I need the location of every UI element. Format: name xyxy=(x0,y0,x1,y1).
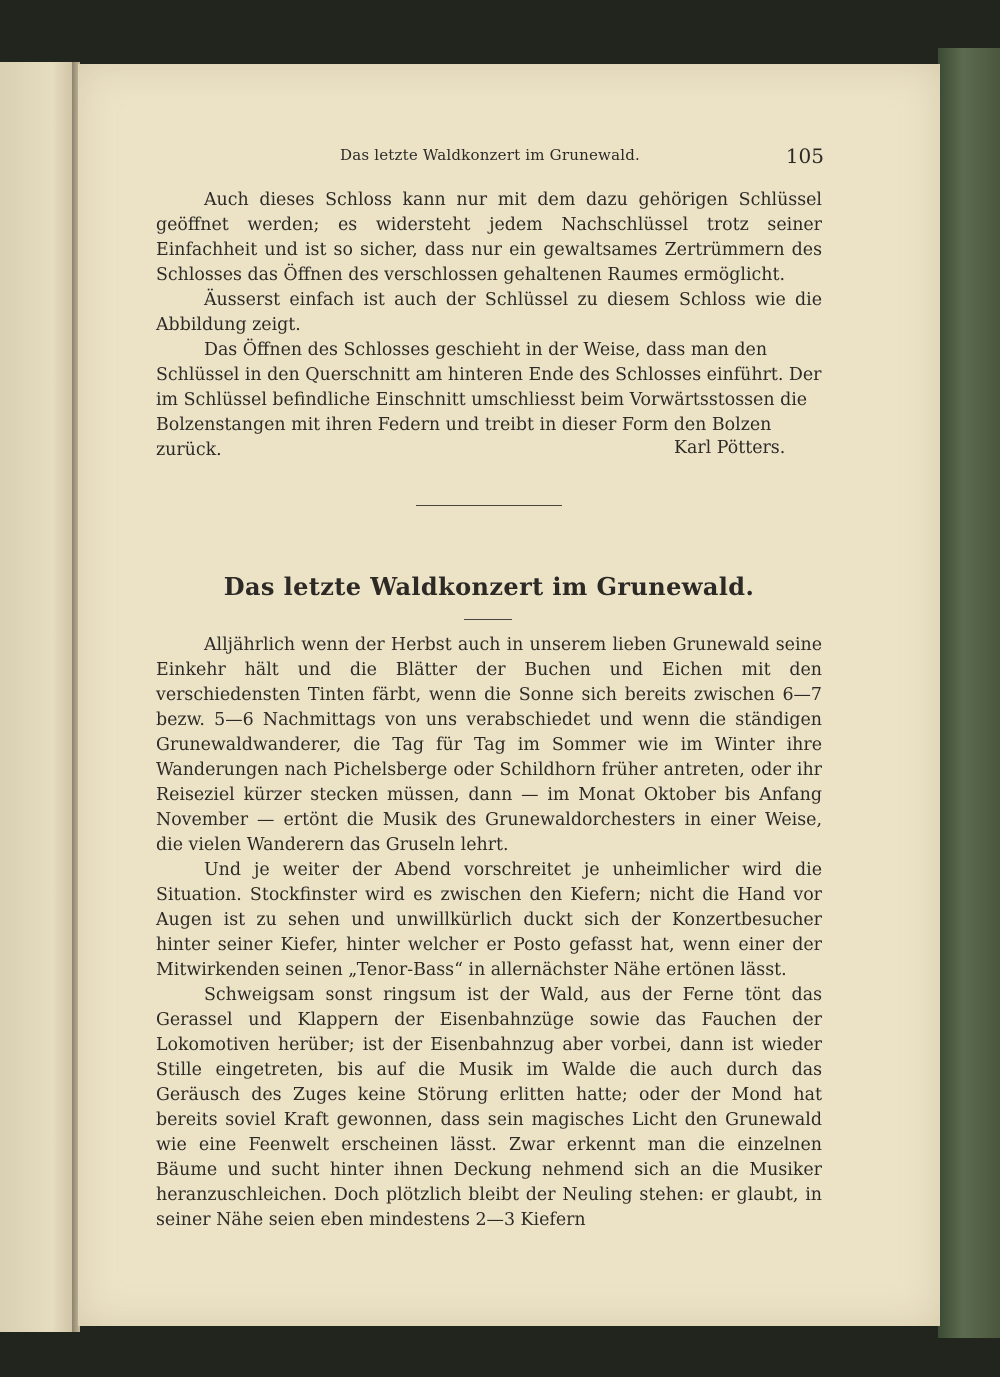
article-body xyxy=(156,633,822,1233)
author-signature: Karl Pötters. xyxy=(674,438,786,458)
article-title: Das letzte Waldkonzert im Grunewald. xyxy=(223,572,755,601)
left-page-edge xyxy=(0,62,76,1332)
title-underline xyxy=(464,619,512,620)
section-lock-description xyxy=(156,188,822,463)
paragraph: Alljährlich wenn der Herbst auch in unserem lieben Grunewald seine Einkehr hält und die Blätter der Buchen und Eichen mit den verschiedensten Tinten färbt, wenn die Sonne sich bereits zwischen 6—7 bezw. 5—6 Nachmittags von uns verabschiedet und wenn die ständigen Grunewaldwanderer, die Tag für Tag im Sommer wie im Winter ihre Wanderungen nach Pichelsberge oder Schildhorn früher antreten, oder ihr Reiseziel kürzer stecken müssen, dann — im Monat Oktober bis Anfang November — ertönt die Musik des Grunewaldorchesters in einer Weise, die vielen Wanderern das Gruseln lehrt. xyxy=(156,635,822,855)
page-number: 105 xyxy=(785,144,824,168)
page-header xyxy=(340,144,824,168)
paragraph: Und je weiter der Abend vorschreitet je unheimlicher wird die Situation. Stockfinster wird es zwischen den Kiefern; nicht die Hand vor Augen ist zu sehen und unwillkürlich duckt sich der Konzertbesucher hinter seiner Kiefer, hinter welcher er Posto gefasst hat, wenn einer der Mitwirkenden seinen „Tenor-Bass“ in allernächster Nähe ertönen lässt. xyxy=(156,860,822,980)
paragraph: Das Öffnen des Schlosses geschieht in der Weise, dass man den Schlüssel in den Querschnitt am hinteren Ende des Schlosses einführt. Der im Schlüssel befindliche Einschnitt umschliesst beim Vorwärtsstossen die Bolzenstangen mit ihren Federn und treibt in dieser Form den Bolzen zurück. xyxy=(156,340,822,460)
paragraph: Schweigsam sonst ringsum ist der Wald, aus der Ferne tönt das Gerassel und Klappern der Eisenbahnzüge sowie das Fauchen der Lokomotiven herüber; ist der Eisenbahnzug aber vorbei, dann ist wieder Stille eingetreten, bis auf die Musik im Walde die auch durch das Geräusch des Zuges keine Störung erlitten hatte; oder der Mond hat bereits soviel Kraft gewonnen, dass sein magisches Licht den Grunewald wie eine Feenwelt erscheinen lässt. Zwar erkennt man die einzelnen Bäume und sucht hinter ihnen Deckung nehmend sich an die Musiker heranzuschleichen. Doch plötzlich bleibt der Neuling stehen: er glaubt, in seiner Nähe seien eben mindestens 2—3 Kiefern xyxy=(156,985,822,1230)
book-cover-edge xyxy=(938,48,1000,1338)
section-divider xyxy=(416,505,562,506)
running-title: Das letzte Waldkonzert im Grunewald. xyxy=(340,146,640,164)
paragraph: Auch dieses Schloss kann nur mit dem dazu gehörigen Schlüssel geöffnet werden; es widersteht jedem Nachschlüssel trotz seiner Einfachheit und ist so sicher, dass nur ein gewaltsames Zertrümmern des Schlosses das Öffnen des verschlossen gehaltenen Raumes ermöglicht. xyxy=(156,190,822,285)
book-page xyxy=(78,64,940,1326)
paragraph: Äusserst einfach ist auch der Schlüssel zu diesem Schloss wie die Abbildung zeigt. xyxy=(156,290,822,335)
